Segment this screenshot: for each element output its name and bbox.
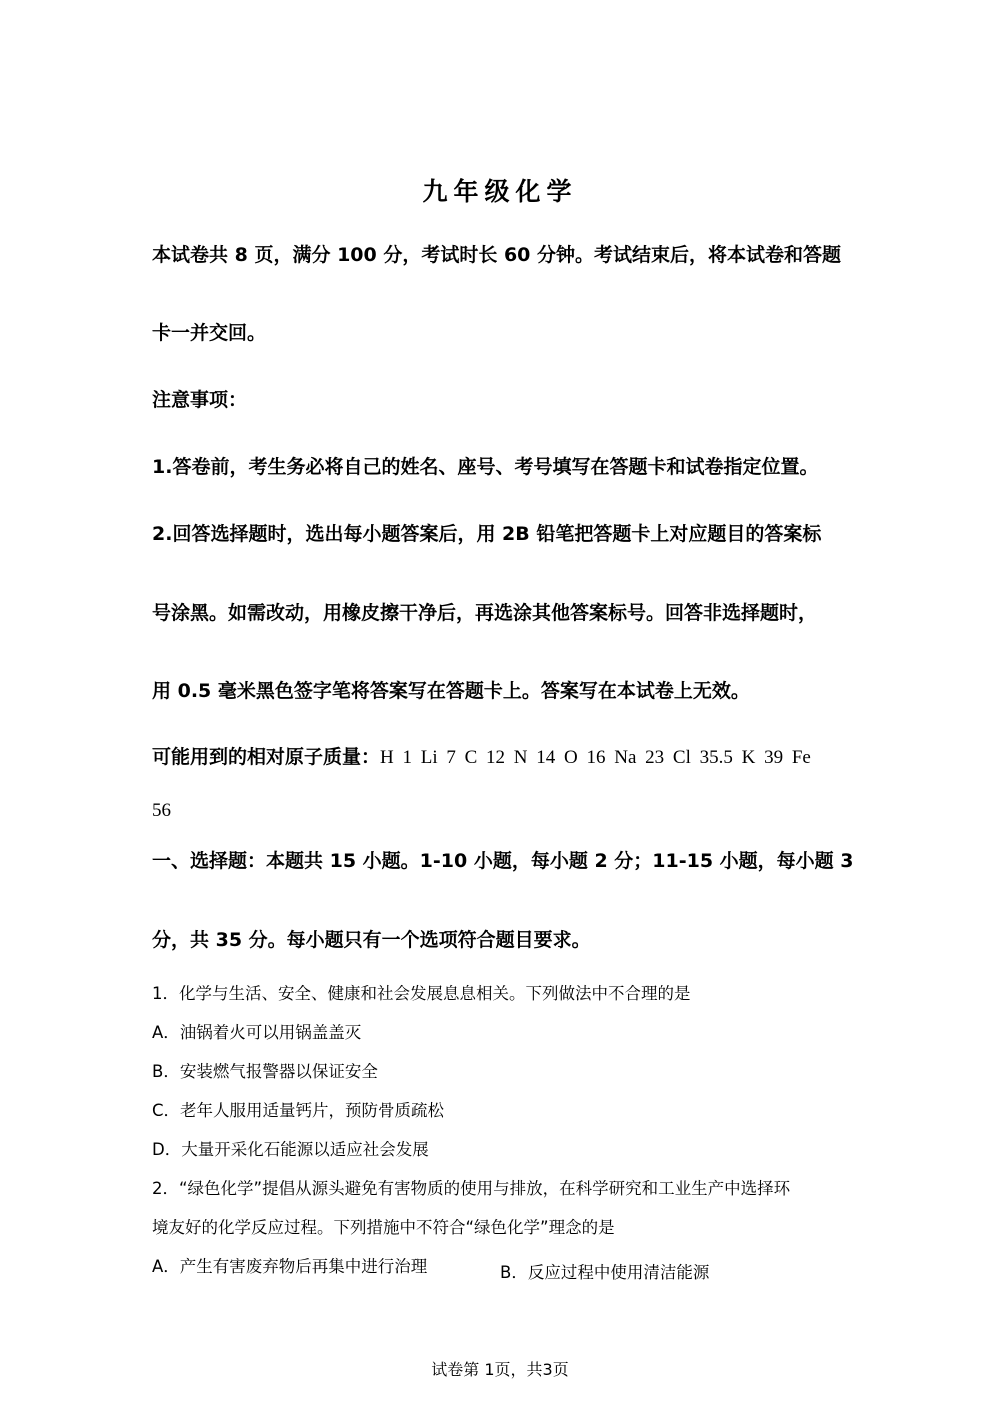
- question-1-option-a: A．油锅着火可以用锅盖盖灭: [152, 1023, 362, 1042]
- atomic-mass-values: H 1 Li 7 C 12 N 14 O 16 Na 23 Cl 35.5 K 39 Fe: [380, 747, 811, 768]
- question-2-stem-line-2: 境友好的化学反应过程。下列措施中不符合“绿色化学”理念的是: [152, 1218, 615, 1237]
- atomic-mass-line-2: 56: [152, 800, 171, 821]
- question-2-option-a: A．产生有害废弃物后再集中进行治理: [152, 1257, 428, 1276]
- notice-heading: 注意事项：: [152, 389, 248, 411]
- question-1-option-b: B．安装燃气报警器以保证安全: [152, 1062, 378, 1081]
- question-2-option-b: B．反应过程中使用清洁能源: [500, 1263, 710, 1282]
- atomic-mass-line-1: [152, 748, 811, 767]
- question-1-option-c: C．老年人服用适量钙片，预防骨质疏松: [152, 1101, 445, 1120]
- question-1-option-d: D．大量开采化石能源以适应社会发展: [152, 1140, 429, 1159]
- question-1-stem: 1．化学与生活、安全、健康和社会发展息息相关。下列做法中不合理的是: [152, 984, 691, 1003]
- section-heading-line-1: 一、选择题：本题共 15 小题。1-10 小题，每小题 2 分；11-15 小题，每小题 3: [152, 850, 854, 872]
- atomic-mass-label: 可能用到的相对原子质量：: [152, 746, 381, 768]
- notice-item-2-line-1: 2.回答选择题时，选出每小题答案后，用 2B 铅笔把答题卡上对应题目的答案标: [152, 523, 822, 545]
- intro-line-2: 卡一并交回。: [152, 322, 267, 344]
- notice-item-2-line-2: 号涂黑。如需改动，用橡皮擦干净后，再选涂其他答案标号。回答非选择题时，: [152, 602, 818, 624]
- notice-item-2-line-3: 用 0.5 毫米黑色签字笔将答案写在答题卡上。答案写在本试卷上无效。: [152, 680, 750, 702]
- intro-line-1: 本试卷共 8 页，满分 100 分，考试时长 60 分钟。考试结束后，将本试卷和答题: [152, 244, 842, 266]
- section-heading-line-2: 分，共 35 分。每小题只有一个选项符合题目要求。: [152, 929, 591, 951]
- notice-item-1: 1.答卷前，考生务必将自己的姓名、座号、考号填写在答题卡和试卷指定位置。: [152, 456, 819, 478]
- question-2-stem-line-1: 2．“绿色化学”提倡从源头避免有害物质的使用与排放，在科学研究和工业生产中选择环: [152, 1179, 791, 1198]
- page-footer: 试卷第 1页，共3页: [431, 1360, 569, 1379]
- page-title: 九年级化学: [422, 177, 578, 206]
